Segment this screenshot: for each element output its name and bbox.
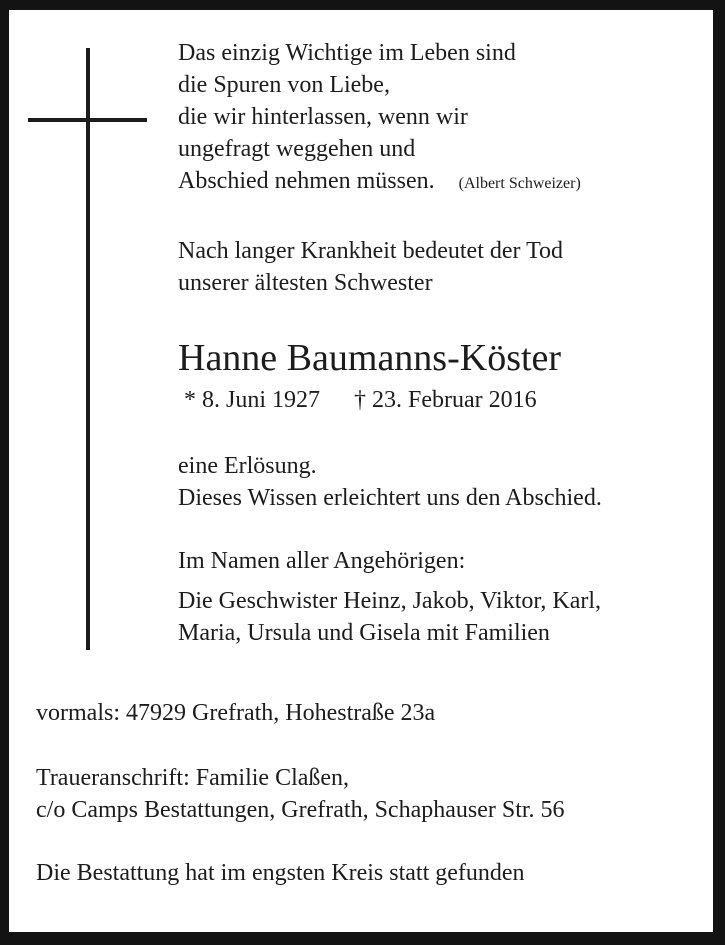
former-address: vormals: 47929 Grefrath, Hohestraße 23a	[36, 700, 436, 726]
quote-line: die wir hinterlassen, wenn wir	[178, 104, 468, 130]
death-date: † 23. Februar 2016	[354, 387, 537, 413]
intro-line: Nach langer Krankheit bedeutet der Tod	[178, 238, 564, 264]
obituary-sheet	[9, 10, 713, 932]
quote-line: die Spuren von Liebe,	[178, 72, 390, 98]
family-line: Die Geschwister Heinz, Jakob, Viktor, Karl,	[178, 588, 602, 614]
life-dates	[184, 384, 537, 416]
intro-line: unserer ältesten Schwester	[178, 270, 433, 296]
mourning-address-line: Traueranschrift: Familie Claßen,	[36, 765, 350, 791]
family-line: Maria, Ursula und Gisela mit Familien	[178, 620, 550, 646]
continuation-line: eine Erlösung.	[178, 453, 317, 479]
mourning-address-line: c/o Camps Bestattungen, Grefrath, Schaphauser Str. 56	[36, 797, 565, 823]
cross-vertical-bar	[86, 48, 90, 650]
deceased-name: Hanne Baumanns-Köster	[178, 337, 562, 379]
cross-horizontal-bar	[28, 118, 147, 122]
intro-block	[178, 235, 563, 299]
quote-block	[178, 37, 581, 200]
continuation-block	[178, 450, 602, 514]
birth-date: * 8. Juni 1927	[184, 387, 321, 413]
quote-line: ungefragt weggehen und	[178, 136, 416, 162]
quote-last-line: Abschied nehmen müssen.	[178, 168, 435, 194]
quote-line	[178, 165, 581, 200]
funeral-note: Die Bestattung hat im engsten Kreis statt gefunden	[36, 860, 525, 886]
mourning-address-block	[36, 762, 565, 826]
family-heading: Im Namen aller Angehörigen:	[178, 548, 466, 574]
quote-line: Das einzig Wichtige im Leben sind	[178, 40, 516, 66]
family-names-block	[178, 585, 601, 649]
continuation-line: Dieses Wissen erleichtert uns den Abschied.	[178, 485, 602, 511]
quote-attribution: (Albert Schweizer)	[458, 175, 581, 192]
